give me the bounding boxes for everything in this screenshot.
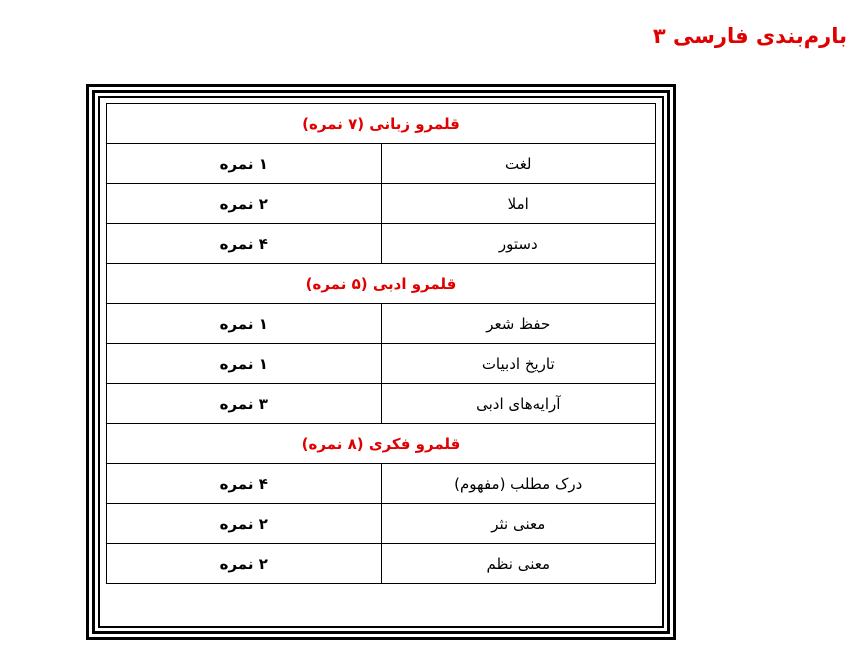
table-row	[107, 344, 656, 384]
table-frame	[86, 84, 676, 640]
item-name: املا	[381, 184, 656, 224]
item-score: ۴ نمره	[107, 224, 382, 264]
item-name: آرایه‌های ادبی	[381, 384, 656, 424]
item-name: معنی نظم	[381, 544, 656, 584]
document-title: بارم‌بندی فارسی ۳	[652, 24, 847, 48]
item-name: درک مطلب (مفهوم)	[381, 464, 656, 504]
section-heading: قلمرو ادبی (۵ نمره)	[107, 264, 656, 304]
table-row	[107, 144, 656, 184]
table-row	[107, 544, 656, 584]
table-row	[107, 384, 656, 424]
item-name: معنی نثر	[381, 504, 656, 544]
table-row	[107, 504, 656, 544]
section-heading: قلمرو زبانی (۷ نمره)	[107, 104, 656, 144]
table-row	[107, 304, 656, 344]
item-score: ۱ نمره	[107, 144, 382, 184]
section-header-row	[107, 264, 656, 304]
item-name: حفظ شعر	[381, 304, 656, 344]
item-name: تاریخ ادبیات	[381, 344, 656, 384]
item-score: ۱ نمره	[107, 344, 382, 384]
section-header-row	[107, 104, 656, 144]
item-score: ۳ نمره	[107, 384, 382, 424]
item-name: دستور	[381, 224, 656, 264]
item-score: ۱ نمره	[107, 304, 382, 344]
item-score: ۲ نمره	[107, 184, 382, 224]
table-row	[107, 224, 656, 264]
section-heading: قلمرو فکری (۸ نمره)	[107, 424, 656, 464]
item-name: لغت	[381, 144, 656, 184]
score-table	[106, 103, 656, 584]
item-score: ۲ نمره	[107, 544, 382, 584]
table-row	[107, 464, 656, 504]
table-row	[107, 184, 656, 224]
item-score: ۴ نمره	[107, 464, 382, 504]
item-score: ۲ نمره	[107, 504, 382, 544]
section-header-row	[107, 424, 656, 464]
